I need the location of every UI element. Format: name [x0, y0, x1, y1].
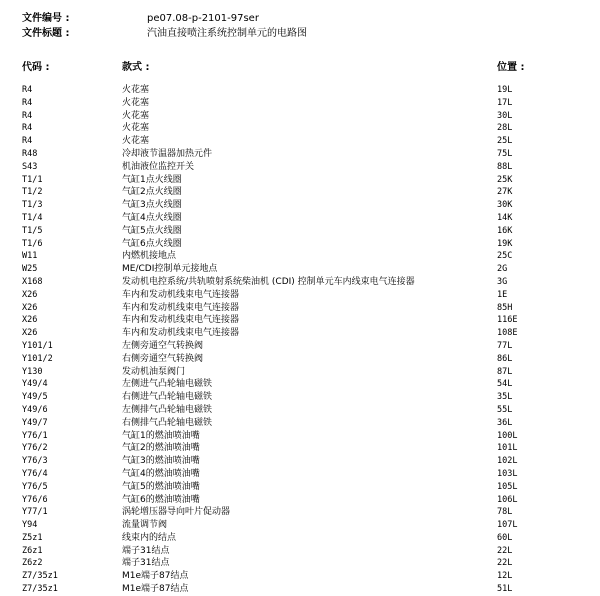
table-row — [0, 289, 600, 302]
row-code: Y101/2 — [22, 353, 53, 364]
row-position: 19L — [497, 85, 513, 95]
row-code: Y94 — [22, 520, 38, 531]
table-row — [0, 430, 600, 443]
table-row — [0, 570, 600, 583]
doc-number-label: 文件编号 : — [22, 13, 70, 24]
row-description: 气缸5的燃油喷油嘴 — [122, 481, 200, 492]
table-row — [0, 161, 600, 174]
row-position: 27K — [497, 187, 513, 198]
table-row — [0, 84, 600, 97]
table-row — [0, 97, 600, 110]
row-position: 116E — [497, 315, 518, 326]
row-position: 51L — [497, 584, 513, 595]
row-description: 车内和发动机线束电气连接器 — [122, 315, 240, 326]
row-code: Z7/35z1 — [22, 571, 58, 582]
table-row — [0, 148, 600, 161]
row-position: 105L — [497, 481, 518, 492]
row-position: 30K — [497, 200, 513, 211]
table-row — [0, 314, 600, 327]
row-description: 左侧旁通空气转换阀 — [122, 340, 204, 351]
table-row — [0, 340, 600, 353]
row-description: 气缸3点火线圈 — [122, 200, 182, 211]
row-position: 3G — [497, 276, 508, 287]
row-code: Y76/6 — [22, 494, 48, 505]
table-row — [0, 353, 600, 366]
row-code: X26 — [22, 289, 38, 300]
row-position: 88L — [497, 161, 513, 172]
row-description: 端子31结点 — [122, 545, 170, 556]
row-position: 25L — [497, 136, 513, 147]
row-code: X26 — [22, 328, 38, 339]
column-header-position: 位置 : — [497, 62, 525, 73]
table-row — [0, 532, 600, 545]
row-position: 16K — [497, 225, 513, 236]
row-code: T1/3 — [22, 200, 43, 211]
table-row — [0, 212, 600, 225]
row-code: Y49/4 — [22, 379, 48, 390]
row-position: 12L — [497, 571, 513, 582]
row-description: 左侧排气凸轮轴电磁铁 — [122, 404, 213, 415]
row-code: R4 — [22, 85, 33, 95]
table-row — [0, 276, 600, 289]
table-row — [0, 391, 600, 404]
row-code: T1/2 — [22, 187, 43, 198]
row-position: 85H — [497, 302, 513, 313]
row-description: 流量调节阀 — [122, 520, 168, 531]
row-code: Y76/2 — [22, 443, 48, 454]
table-row — [0, 378, 600, 391]
table-row — [0, 366, 600, 379]
row-description: 右侧进气凸轮轴电磁铁 — [122, 392, 213, 403]
row-code: R4 — [22, 110, 33, 121]
component-table — [0, 84, 600, 596]
row-position: 28L — [497, 123, 513, 134]
row-code: T1/6 — [22, 238, 43, 249]
row-code: Y49/7 — [22, 417, 48, 428]
row-position: 107L — [497, 520, 518, 531]
row-position: 86L — [497, 353, 513, 364]
row-description: 车内和发动机线束电气连接器 — [122, 289, 240, 300]
row-position: 54L — [497, 379, 513, 390]
row-description: 左侧进气凸轮轴电磁铁 — [122, 379, 213, 390]
row-position: 87L — [497, 366, 513, 377]
row-description: 端子31结点 — [122, 558, 170, 569]
row-description: 火花塞 — [122, 136, 150, 147]
table-row — [0, 506, 600, 519]
row-description: 机油液位监控开关 — [122, 161, 195, 172]
row-description: 火花塞 — [122, 85, 150, 95]
row-code: Y101/1 — [22, 340, 53, 351]
row-position: 22L — [497, 545, 513, 556]
row-description: 涡轮增压器导向叶片促动器 — [122, 507, 231, 518]
row-code: Y76/5 — [22, 481, 48, 492]
row-position: 19K — [497, 238, 513, 249]
table-row — [0, 199, 600, 212]
row-description: 气缸1点火线圈 — [122, 174, 182, 185]
row-position: 30L — [497, 110, 513, 121]
row-description: 内燃机接地点 — [122, 251, 177, 262]
row-position: 25C — [497, 251, 513, 262]
row-description: 气缸6的燃油喷油嘴 — [122, 494, 200, 505]
table-row — [0, 557, 600, 570]
row-description: 气缸1的燃油喷油嘴 — [122, 430, 200, 441]
doc-title-value: 汽油直接喷注系统控制单元的电路图 — [147, 28, 307, 39]
row-code: Y76/4 — [22, 468, 48, 479]
table-row — [0, 481, 600, 494]
row-description: 气缸2的燃油喷油嘴 — [122, 443, 200, 454]
table-row — [0, 404, 600, 417]
table-row — [0, 494, 600, 507]
table-row — [0, 263, 600, 276]
table-row — [0, 250, 600, 263]
table-row — [0, 468, 600, 481]
row-position: 60L — [497, 532, 513, 543]
row-position: 35L — [497, 392, 513, 403]
table-row — [0, 122, 600, 135]
row-code: Z5z1 — [22, 532, 43, 543]
row-position: 77L — [497, 340, 513, 351]
column-header-description: 款式 : — [122, 62, 150, 73]
table-row — [0, 135, 600, 148]
row-description: ME/CDI控制单元接地点 — [122, 264, 218, 275]
row-code: T1/1 — [22, 174, 43, 185]
row-position: 36L — [497, 417, 513, 428]
row-position: 100L — [497, 430, 518, 441]
row-description: 右侧旁通空气转换阀 — [122, 353, 204, 364]
row-code: R4 — [22, 97, 33, 108]
row-code: T1/4 — [22, 212, 43, 223]
row-code: W11 — [22, 251, 38, 262]
row-description: 右侧排气凸轮轴电磁铁 — [122, 417, 213, 428]
row-code: Y76/1 — [22, 430, 48, 441]
row-code: Y49/5 — [22, 392, 48, 403]
row-description: 气缸2点火线圈 — [122, 187, 182, 198]
table-row — [0, 417, 600, 430]
row-code: T1/5 — [22, 225, 43, 236]
row-code: X168 — [22, 276, 43, 287]
table-row — [0, 174, 600, 187]
row-code: R4 — [22, 123, 33, 134]
row-code: Y76/3 — [22, 456, 48, 467]
row-description: 火花塞 — [122, 97, 150, 108]
row-description: M1e端子87结点 — [122, 584, 189, 595]
table-row — [0, 545, 600, 558]
row-description: 气缸3的燃油喷油嘴 — [122, 456, 200, 467]
row-code: S43 — [22, 161, 38, 172]
row-position: 102L — [497, 456, 518, 467]
row-position: 14K — [497, 212, 513, 223]
table-row — [0, 583, 600, 596]
doc-title-label: 文件标题 : — [22, 28, 70, 39]
row-position: 22L — [497, 558, 513, 569]
table-row — [0, 225, 600, 238]
row-code: Z6z1 — [22, 545, 43, 556]
row-description: 气缸5点火线圈 — [122, 225, 182, 236]
row-position: 55L — [497, 404, 513, 415]
row-code: Z7/35z1 — [22, 584, 58, 595]
row-code: Y77/1 — [22, 507, 48, 518]
row-code: Z6z2 — [22, 558, 43, 569]
row-position: 101L — [497, 443, 518, 454]
table-row — [0, 442, 600, 455]
row-position: 17L — [497, 97, 513, 108]
row-description: 气缸4点火线圈 — [122, 212, 182, 223]
row-position: 103L — [497, 468, 518, 479]
row-code: X26 — [22, 302, 38, 313]
row-position: 25K — [497, 174, 513, 185]
row-code: R4 — [22, 136, 33, 147]
table-row — [0, 455, 600, 468]
row-description: 车内和发动机线束电气连接器 — [122, 328, 240, 339]
row-description: 发动机油泵阀门 — [122, 366, 186, 377]
row-position: 78L — [497, 507, 513, 518]
row-description: 火花塞 — [122, 123, 150, 134]
row-position: 2G — [497, 264, 508, 275]
row-code: Y130 — [22, 366, 43, 377]
table-row — [0, 238, 600, 251]
row-description: 车内和发动机线束电气连接器 — [122, 302, 240, 313]
row-description: 火花塞 — [122, 110, 150, 121]
table-row — [0, 110, 600, 123]
table-row — [0, 327, 600, 340]
row-description: 线束内的结点 — [122, 532, 177, 543]
row-position: 108E — [497, 328, 518, 339]
row-description: 气缸4的燃油喷油嘴 — [122, 468, 200, 479]
row-position: 106L — [497, 494, 518, 505]
row-description: 冷却液节温器加热元件 — [122, 148, 213, 159]
row-code: R48 — [22, 148, 38, 159]
table-row — [0, 302, 600, 315]
table-row — [0, 186, 600, 199]
row-position: 75L — [497, 148, 513, 159]
row-code: X26 — [22, 315, 38, 326]
row-description: 气缸6点火线圈 — [122, 238, 182, 249]
row-code: Y49/6 — [22, 404, 48, 415]
table-row — [0, 519, 600, 532]
row-description: 发动机电控系统/共轨喷射系统柴油机 (CDI) 控制单元车内线束电气连接器 — [122, 276, 415, 287]
row-description: M1e端子87结点 — [122, 571, 189, 582]
doc-number-value: pe07.08-p-2101-97ser — [147, 13, 259, 24]
row-code: W25 — [22, 264, 38, 275]
row-position: 1E — [497, 289, 508, 300]
column-header-code: 代码 : — [22, 62, 50, 73]
